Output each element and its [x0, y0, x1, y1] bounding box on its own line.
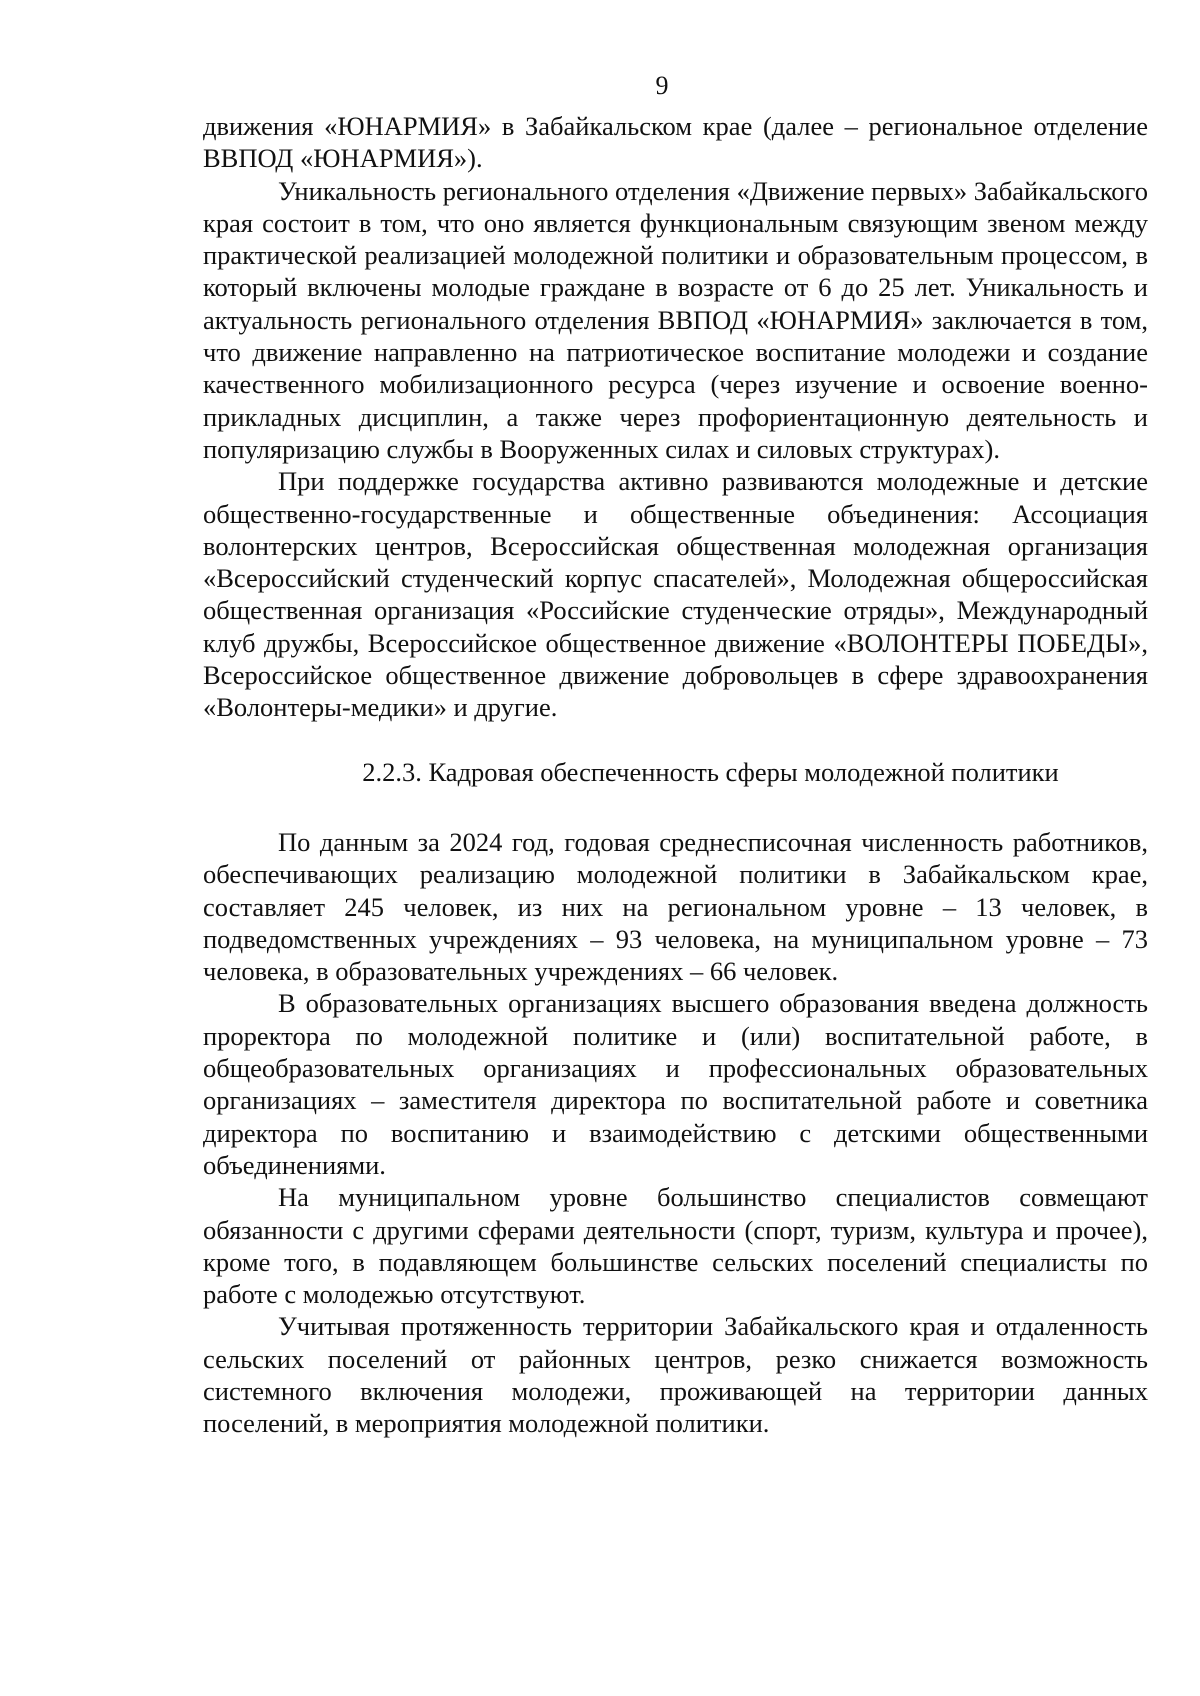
paragraph-uniqueness: Уникальность регионального отделения «Движение первых» Забайкальского края состоит в том, что оно является функциональным связующим звеном между практической реализацией молодежной политики и образовательным процессом, в который включены молодые граждане в возрасте от 6 до 25 лет. Уникальность и актуальность регионального отделения ВВПОД «ЮНАРМИЯ» заключается в том, что движение направленно на патриотическое воспитание молодежи и создание качественного мобилизационного ресурса (через изучение и освоение военно-прикладных дисциплин, а также через профориентационную деятельность и популяризацию службы в Вооруженных силах и силовых структурах).	[203, 175, 1148, 464]
page-number: 9	[655, 71, 669, 100]
paragraph-territory: Учитывая протяженность территории Забайкальского края и отдаленность сельских поселений от районных центров, резко снижается возможность системного включения молодежи, проживающей на территории данных поселений, в мероприятия молодежной политики.	[203, 1311, 1148, 1439]
paragraph-municipal-specialists: На муниципальном уровне большинство специалистов совмещают обязанности с другими сферами деятельности (спорт, туризм, культура и прочее), кроме того, в подавляющем большинстве сельских поселений специалисты по работе с молодежью отсутствуют.	[203, 1182, 1148, 1310]
paragraph-associations: При поддержке государства активно развиваются молодежные и детские общественно-государственные и общественные объединения: Ассоциация волонтерских центров, Всероссийская общественная молодежная организация «Всероссийский студенческий корпус спасателей», Молодежная общероссийская общественная организация «Российские студенческие отряды», Международный клуб дружбы, Всероссийское общественное движение «ВОЛОНТЕРЫ ПОБЕДЫ», Всероссийское общественное движение добровольцев в сфере здравоохранения «Волонтеры-медики» и другие.	[203, 466, 1148, 723]
paragraph-education-positions: В образовательных организациях высшего образования введена должность проректора по молодежной политике и (или) воспитательной работе, в общеобразовательных организациях и профессиональных образовательных организациях – заместителя директора по воспитательной работе и советника директора по воспитанию и взаимодействию с детскими общественными объединениями.	[203, 988, 1148, 1180]
paragraph-continuation: движения «ЮНАРМИЯ» в Забайкальском крае (далее – региональное отделение ВВПОД «ЮНАРМИЯ»).	[203, 111, 1148, 174]
section-heading: 2.2.3. Кадровая обеспеченность сферы молодежной политики	[362, 756, 1059, 787]
paragraph-staff-numbers: По данным за 2024 год, годовая среднесписочная численность работников, обеспечивающих реализацию молодежной политики в Забайкальском крае, составляет 245 человек, из них на региональном уровне – 13 человек, в подведомственных учреждениях – 93 человека, на муниципальном уровне – 73 человека, в образовательных учреждениях – 66 человек.	[203, 826, 1148, 987]
document-body	[203, 110, 1148, 1440]
